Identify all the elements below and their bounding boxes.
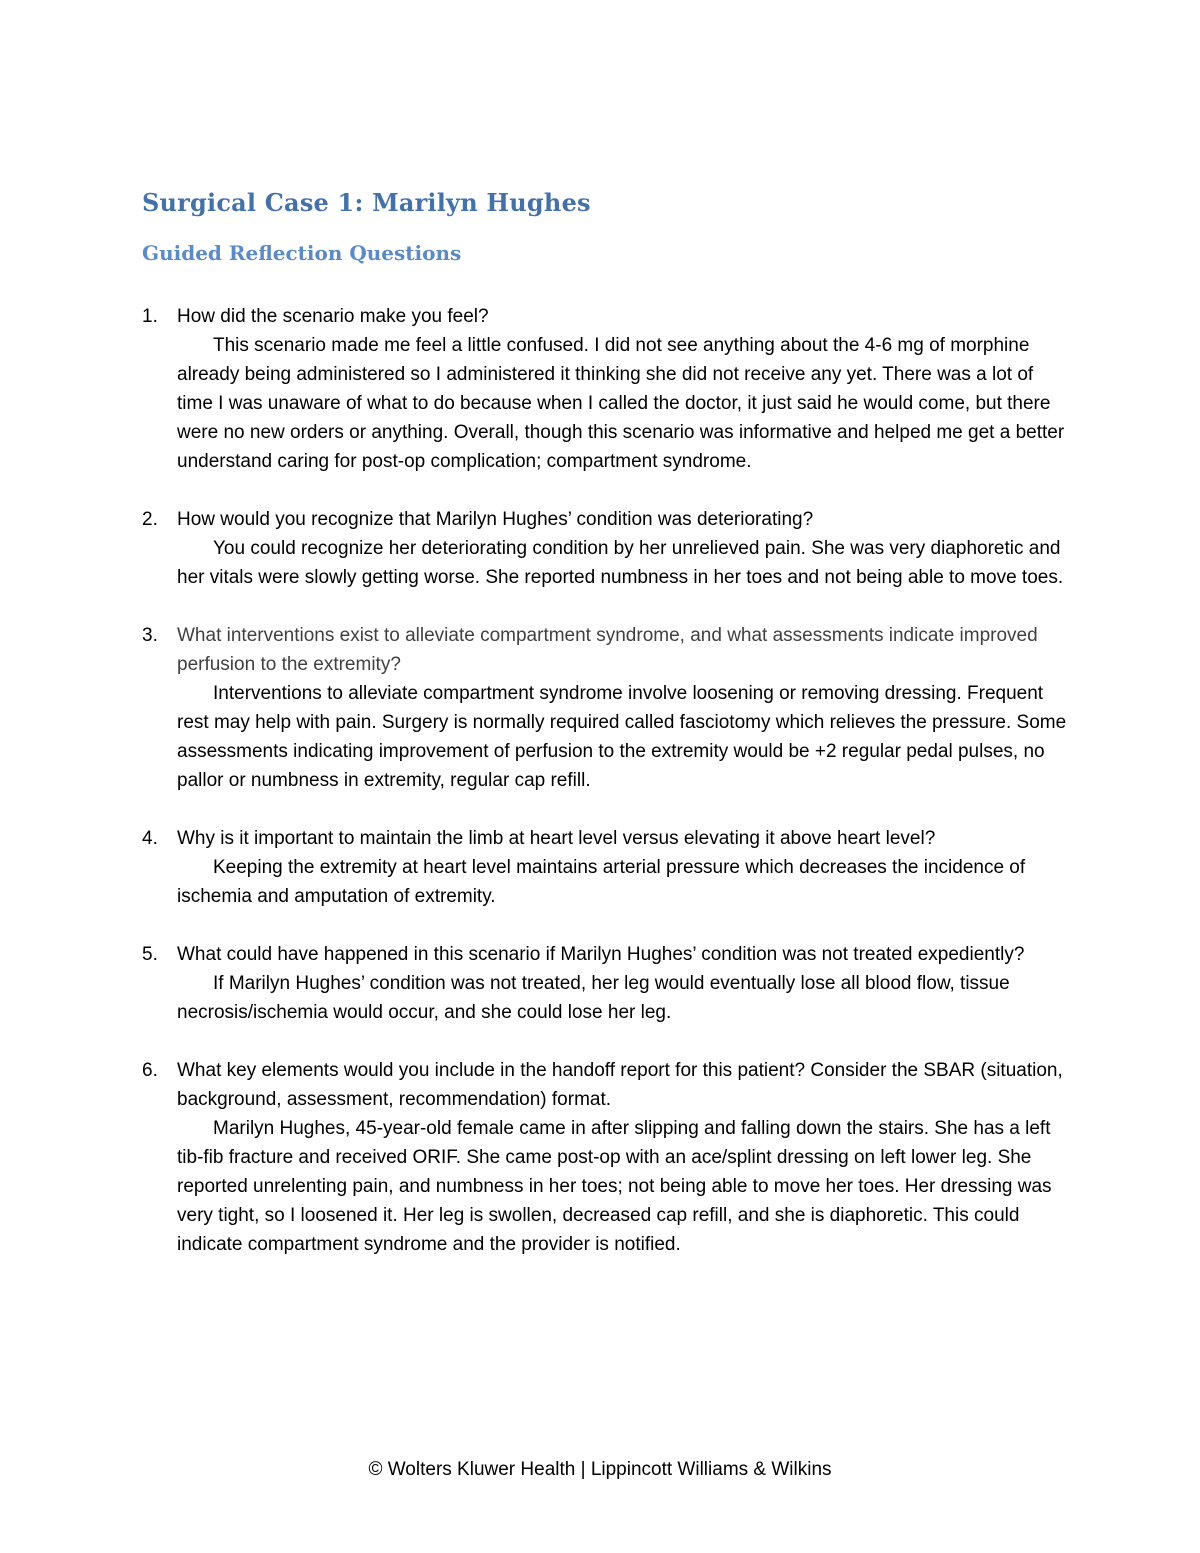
answer-text: If Marilyn Hughes’ condition was not treated, her leg would eventually lose all blood flow, tissue necrosis/ischemia would occur, and she could lose her leg. — [177, 973, 1010, 1023]
question-list — [142, 302, 1072, 1288]
question-item — [142, 824, 1072, 911]
answer-text: Marilyn Hughes, 45-year-old female came in after slipping and falling down the stairs. She has a left tib-fib fracture and received ORIF. She came post-op with an ace/splint dressing on left lower leg. She reported unrelenting pain, and numbness in her toes; not being able to move her toes. Her dressing was very tight, so I loosened it. Her leg is swollen, decreased cap refill, and she is diaphoretic. This could indicate compartment syndrome and the provider is notified. — [177, 1118, 1052, 1255]
question-text: How would you recognize that Marilyn Hughes’ condition was deteriorating? — [177, 509, 814, 530]
document-title: Surgical Case 1: Marilyn Hughes — [142, 188, 591, 217]
copyright-footer: © Wolters Kluwer Health | Lippincott Williams & Wilkins — [368, 1459, 832, 1480]
question-item — [142, 505, 1072, 592]
question-text: What could have happened in this scenario if Marilyn Hughes’ condition was not treated expediently? — [177, 944, 1025, 965]
document-subtitle: Guided Reflection Questions — [142, 241, 462, 265]
answer-text: Interventions to alleviate compartment syndrome involve loosening or removing dressing. Frequent rest may help with pain. Surgery is normally required called fasciotomy which relieves the pressure. Some assessments indicating improvement of perfusion to the extremity would be +2 regular pedal pulses, no pallor or numbness in extremity, regular cap refill. — [177, 683, 1067, 791]
question-text: How did the scenario make you feel? — [177, 306, 489, 327]
question-text: What interventions exist to alleviate compartment syndrome, and what assessments indicate improved perfusion to the extremity? — [177, 625, 1038, 675]
question-number: 3. — [142, 625, 158, 646]
question-number: 1. — [142, 306, 158, 327]
answer-text: This scenario made me feel a little confused. I did not see anything about the 4-6 mg of morphine already being administered so I administered it thinking she did not receive any yet. There was a lot of time I was unaware of what to do because when I called the doctor, it just said he would come, but there were no new orders or anything. Overall, though this scenario was informative and helped me get a better understand caring for post-op complication; compartment syndrome. — [177, 335, 1065, 472]
question-item — [142, 302, 1072, 476]
question-text: Why is it important to maintain the limb at heart level versus elevating it above heart level? — [177, 828, 936, 849]
answer-text: Keeping the extremity at heart level maintains arterial pressure which decreases the incidence of ischemia and amputation of extremity. — [177, 857, 1026, 907]
question-number: 2. — [142, 509, 158, 530]
question-text: What key elements would you include in the handoff report for this patient? Consider the SBAR (situation, background, assessment, recommendation) format. — [177, 1060, 1063, 1110]
question-item — [142, 940, 1072, 1027]
question-number: 5. — [142, 944, 158, 965]
question-number: 6. — [142, 1060, 158, 1081]
question-item — [142, 1056, 1072, 1259]
answer-text: You could recognize her deteriorating condition by her unrelieved pain. She was very diaphoretic and her vitals were slowly getting worse. She reported numbness in her toes and not being able to move toes. — [177, 538, 1064, 588]
question-item — [142, 621, 1072, 795]
question-number: 4. — [142, 828, 158, 849]
